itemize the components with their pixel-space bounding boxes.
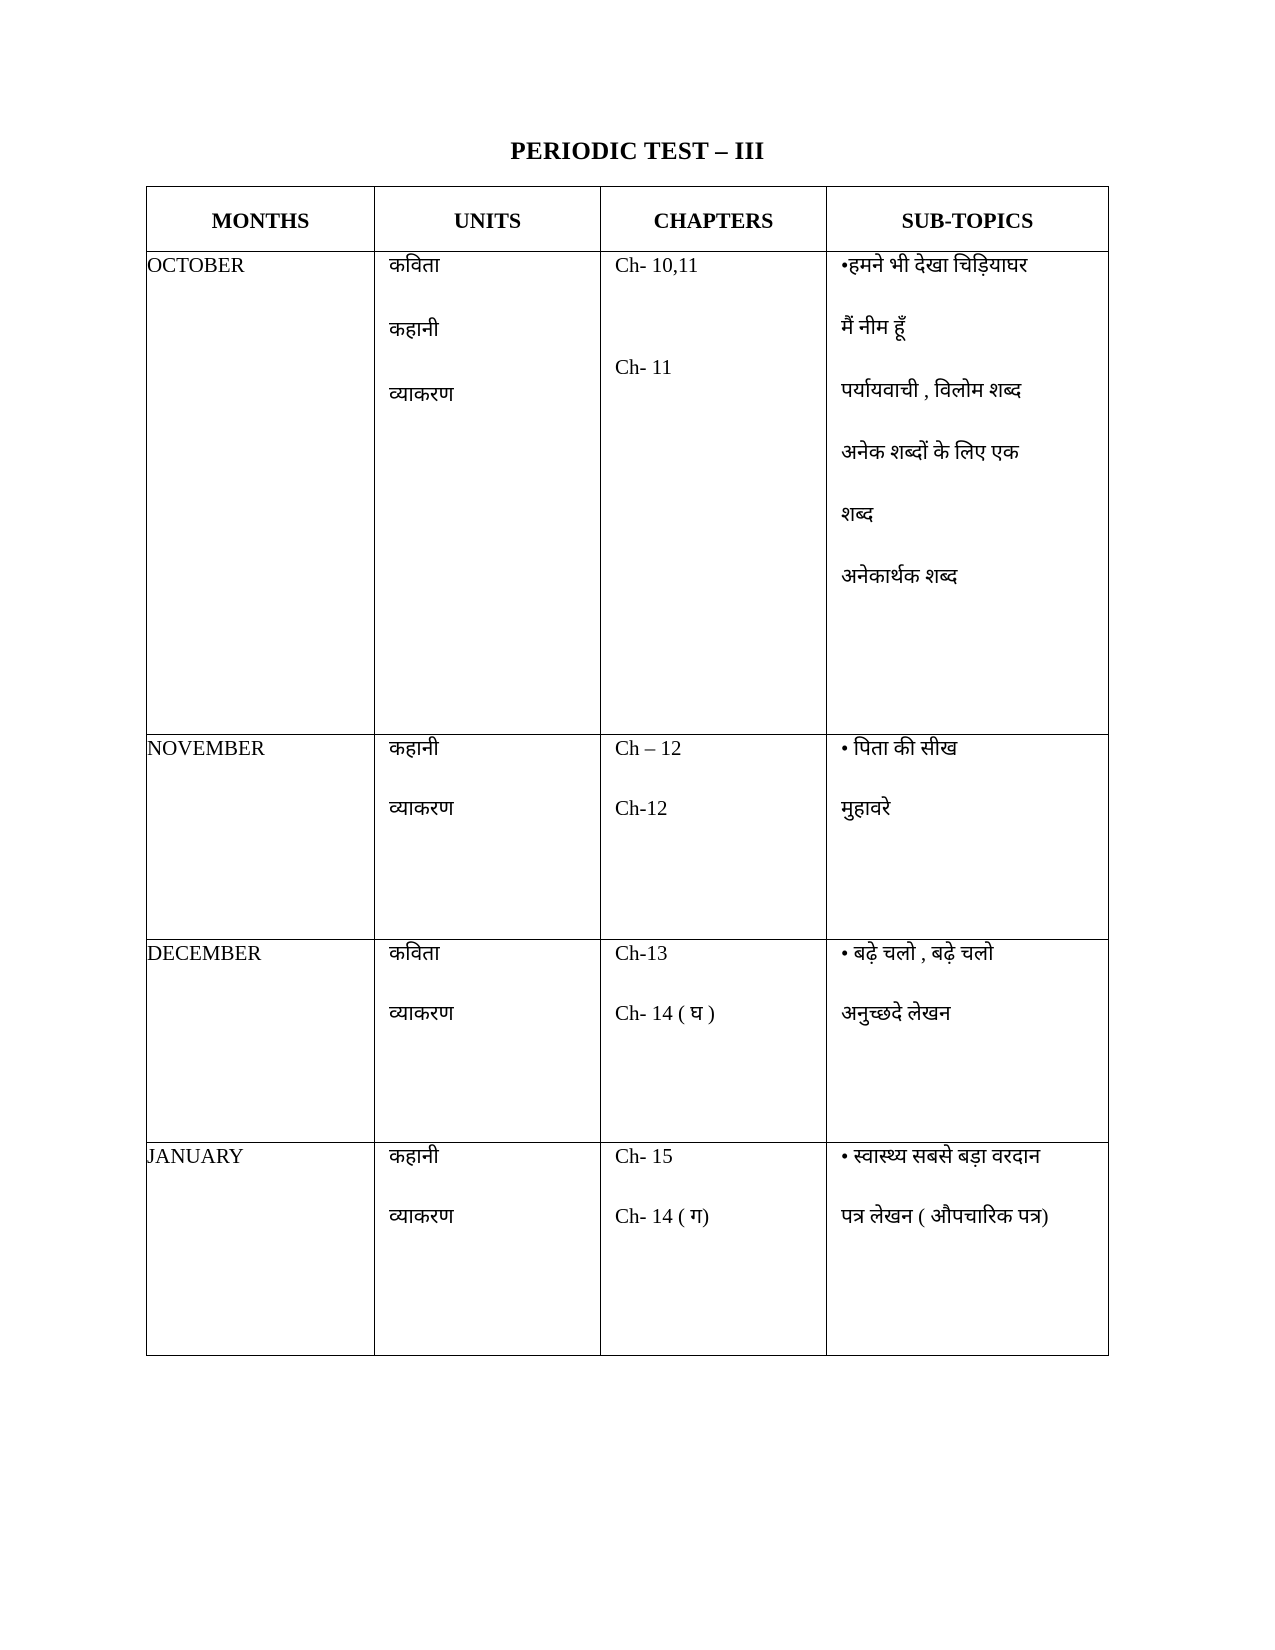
chapters-cell — [601, 735, 827, 940]
subtopic-item: अनेकार्थक शब्द — [841, 564, 958, 589]
table-header-row — [147, 187, 1109, 252]
month-cell — [147, 252, 375, 735]
chapter-item: Ch- 15 — [615, 1144, 673, 1168]
units-cell — [375, 252, 601, 735]
subtopics-cell — [827, 940, 1109, 1143]
chapters-cell — [601, 940, 827, 1143]
chapters-cell — [601, 1143, 827, 1356]
syllabus-table — [146, 186, 1109, 1356]
chapter-item: Ch- 14 ( घ ) — [615, 1001, 715, 1026]
month-label: DECEMBER — [147, 941, 262, 965]
unit-item: कहानी — [389, 1144, 439, 1168]
column-header-months: MONTHS — [147, 187, 375, 252]
subtopic-item: पत्र लेखन ( औपचारिक पत्र) — [841, 1204, 1049, 1229]
month-cell — [147, 1143, 375, 1356]
subtopic-item: शब्द — [841, 502, 874, 526]
subtopics-cell — [827, 735, 1109, 940]
units-cell — [375, 735, 601, 940]
chapter-item: Ch- 10,11 — [615, 253, 699, 277]
column-header-units: UNITS — [375, 187, 601, 252]
chapters-cell — [601, 252, 827, 735]
chapter-item: Ch-13 — [615, 941, 668, 965]
subtopic-item: पर्यायवाची , विलोम शब्द — [841, 377, 1022, 402]
unit-item: व्याकरण — [389, 796, 454, 821]
month-label: NOVEMBER — [147, 736, 265, 760]
subtopic-item: • स्वास्थ्य सबसे बड़ा वरदान — [841, 1144, 1041, 1168]
unit-item: व्याकरण — [389, 1204, 454, 1229]
unit-item: व्याकरण — [389, 381, 454, 406]
subtopics-cell — [827, 1143, 1109, 1356]
subtopic-item: अनेक शब्दों के लिए एक — [841, 439, 1019, 464]
subtopic-item: मुहावरे — [841, 796, 891, 821]
chapter-spacer — [615, 278, 826, 354]
chapter-item: Ch – 12 — [615, 736, 682, 760]
unit-item: कविता — [389, 253, 440, 277]
unit-item: कविता — [389, 941, 440, 965]
table-row — [147, 735, 1109, 940]
chapter-item: Ch- 11 — [615, 355, 672, 380]
month-label: OCTOBER — [147, 253, 245, 277]
unit-item: कहानी — [389, 317, 439, 342]
units-cell — [375, 940, 601, 1143]
table-row — [147, 1143, 1109, 1356]
page-title: PERIODIC TEST – III — [510, 138, 765, 165]
table-row — [147, 940, 1109, 1143]
subtopic-item: • पिता की सीख — [841, 736, 958, 760]
unit-item: व्याकरण — [389, 1001, 454, 1026]
column-header-subtopics: SUB-TOPICS — [827, 187, 1109, 252]
month-cell — [147, 735, 375, 940]
units-cell — [375, 1143, 601, 1356]
chapter-item: Ch-12 — [615, 796, 668, 821]
subtopic-item: मैं नीम हूँ — [841, 315, 905, 340]
month-cell — [147, 940, 375, 1143]
month-label: JANUARY — [147, 1144, 244, 1168]
column-header-chapters: CHAPTERS — [601, 187, 827, 252]
unit-item: कहानी — [389, 736, 439, 760]
subtopic-item: • बढ़े चलो , बढ़े चलो — [841, 941, 994, 965]
subtopics-cell — [827, 252, 1109, 735]
chapter-item: Ch- 14 ( ग) — [615, 1204, 710, 1229]
subtopic-item: अनुच्छदे लेखन — [841, 1001, 951, 1026]
subtopic-item: •हमने भी देखा चिड़ियाघर — [841, 253, 1028, 277]
table-row — [147, 252, 1109, 735]
